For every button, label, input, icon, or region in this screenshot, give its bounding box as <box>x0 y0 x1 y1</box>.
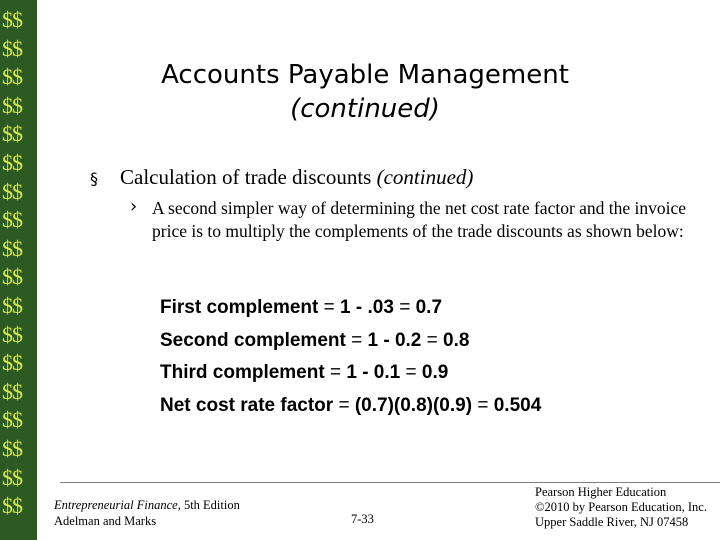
dollar-sign-icon: $$ <box>2 7 22 32</box>
formula-equals: = <box>426 330 438 351</box>
formula-label: Third complement <box>160 362 325 383</box>
footer-publisher <box>535 485 707 530</box>
formula-row <box>160 357 448 389</box>
formula-label: First complement <box>160 297 319 318</box>
sub-bullet-marker-icon: › <box>130 196 138 217</box>
formula-label: Net cost rate factor <box>160 395 334 416</box>
formula-result: 0.504 <box>493 395 542 416</box>
sub-bullet-text: A second simpler way of determining the net cost rate factor and the invoice price is to multiply the complements of the trade discounts as shown below: <box>152 198 687 241</box>
dollar-sign-icon: $$ <box>2 321 22 347</box>
footer-book-title-line <box>54 497 240 513</box>
footer-edition: 5th Edition <box>180 498 240 512</box>
footer-publisher-line2: ©2010 by Pearson Education, Inc. <box>535 500 707 514</box>
dollar-sign-icon: $$ <box>2 150 22 175</box>
dollar-sign-icon: $$ <box>2 64 22 90</box>
formula-row <box>160 390 541 422</box>
dollar-sign-icon: $$ <box>2 293 22 318</box>
dollar-sign-icon: $$ <box>2 407 22 433</box>
dollar-sign-icon: $$ <box>2 436 22 461</box>
bullet-text-italic: (continued) <box>376 165 474 189</box>
footer-book-info <box>54 497 240 529</box>
dollar-sign-icon: $$ <box>2 35 22 61</box>
formula-label: Second complement <box>160 330 346 351</box>
dollar-sign-icon: $$ <box>2 207 22 233</box>
footer-publisher-line3: Upper Saddle River, NJ 07458 <box>535 515 689 529</box>
footer-publisher-line1: Pearson Higher Education <box>535 485 667 499</box>
footer-authors: Adelman and Marks <box>54 514 157 528</box>
formula-row <box>160 292 442 324</box>
page-number: 7-33 <box>351 512 374 526</box>
formula-row <box>160 325 469 357</box>
formula-expression: (0.7)(0.8)(0.9) <box>354 395 473 416</box>
formula-equals: = <box>351 330 363 351</box>
formula-expression: 1 - 0.1 <box>346 362 401 383</box>
dollar-sign-icon: $$ <box>2 178 22 204</box>
formula-equals: = <box>329 362 342 383</box>
dollar-sign-icon: $$ <box>2 235 22 261</box>
bullet-text <box>120 164 473 190</box>
formula-result: 0.9 <box>421 362 449 383</box>
formula-equals: = <box>338 395 350 416</box>
formula-result: 0.7 <box>415 297 443 318</box>
dollar-sign-icon: $$ <box>2 264 22 290</box>
footer-divider <box>60 482 720 483</box>
formula-equals: = <box>323 297 335 318</box>
dollar-sign-icon: $$ <box>2 350 22 376</box>
slide-title <box>60 58 670 126</box>
dollar-sign-icon: $$ <box>2 464 22 490</box>
formula-expression: 1 - .03 <box>340 297 394 318</box>
bullet-text-main: Calculation of trade discounts <box>120 165 377 189</box>
sidebar-decoration <box>0 0 37 540</box>
title-line2: (continued) <box>290 94 440 124</box>
bullet-marker-icon: § <box>90 169 98 188</box>
dollar-sign-icon: $$ <box>2 121 22 147</box>
title-line1: Accounts Payable Management <box>161 60 569 90</box>
dollar-sign-icon: $$ <box>2 493 22 519</box>
dollar-sign-icon: $$ <box>2 378 22 404</box>
formula-equals: = <box>477 395 489 416</box>
dollar-sign-icon: $$ <box>2 92 22 118</box>
footer-book-title: Entrepreneurial Finance, <box>54 498 181 512</box>
formula-equals: = <box>405 362 417 383</box>
formula-equals: = <box>399 297 411 318</box>
formula-result: 0.8 <box>443 330 470 351</box>
formula-expression: 1 - 0.2 <box>367 330 422 351</box>
